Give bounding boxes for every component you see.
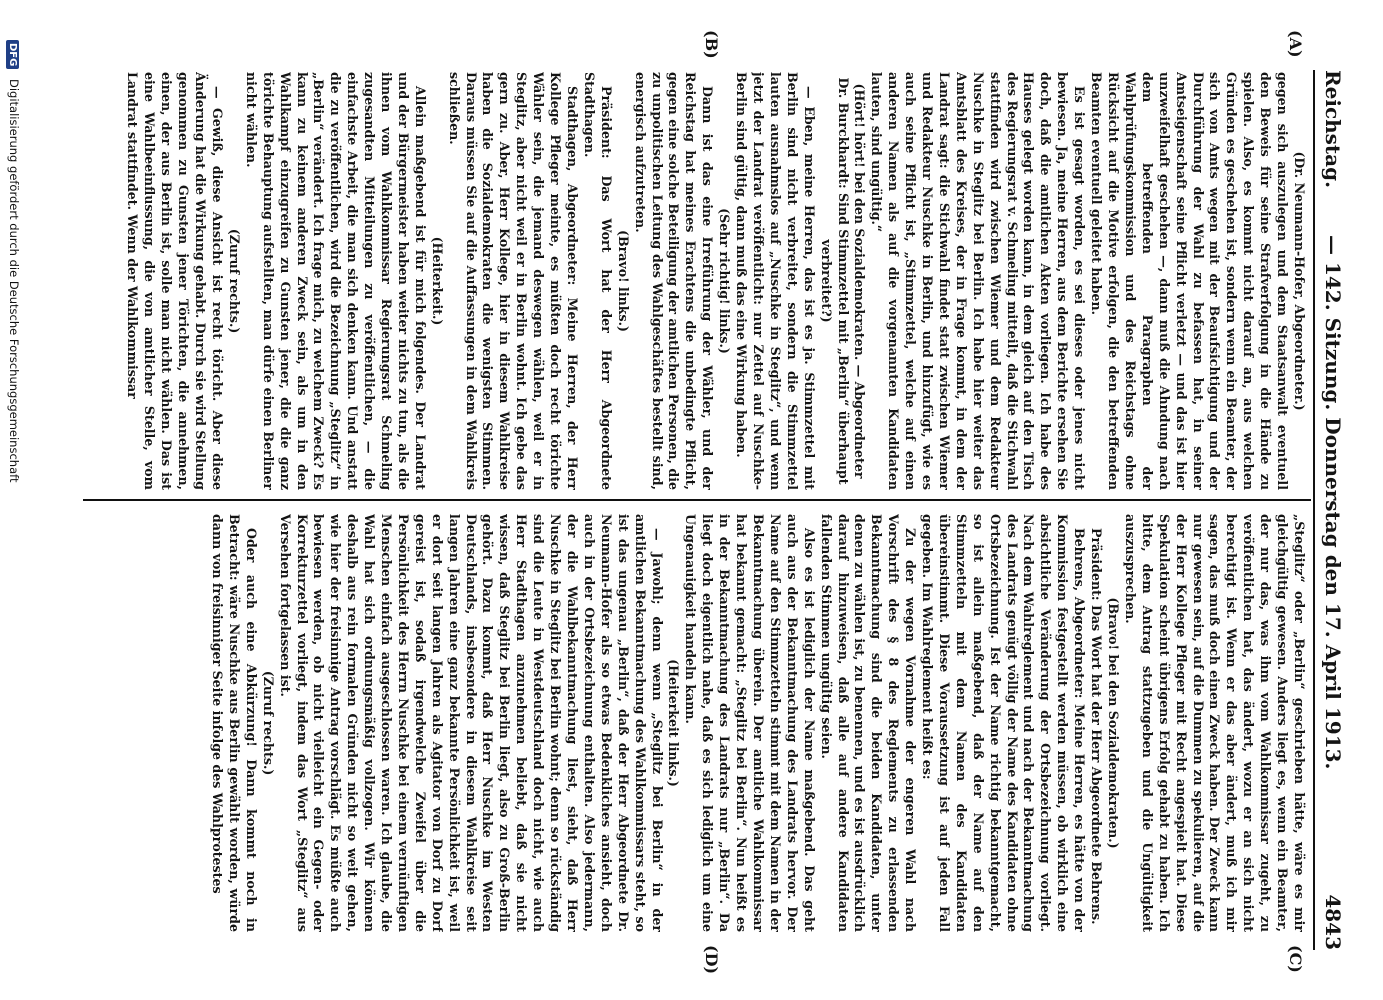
page-number: 4843 xyxy=(1321,894,1345,950)
paragraph: (Zuruf rechts.) xyxy=(226,228,242,334)
footer xyxy=(3,40,21,1000)
paragraph: (Sehr richtig! links.) xyxy=(717,208,733,354)
header-rule xyxy=(1313,70,1315,950)
paragraph: Oder auch eine Abkürzung! Dann kommt noch in Betracht: wäre Nuschke aus Berlin gewählt worden, würde dann von freisinniger Seite infolge des Wahlprotestes xyxy=(210,514,259,932)
header-left: Reichstag. xyxy=(1321,70,1345,189)
left-text-column xyxy=(87,72,1307,490)
paragraph: gegen sich auszulegen und dem Staatsanwalt eventuell den Beweis für seine Strafverfolgung in die Hände zu spielen. Also, es kommt nicht darauf an, aus welchen Gründen es geschehen ist, sondern wenn ein Beamter, der sich von Amts wegen mit der Beaufsichtigung und der Durchführung der Wahl zu befassen hat, in seiner Amtseigenschaft seine Pflicht verletzt — und das ist hier unzweifelhaft geschehen —, dann muß die Ahndung nach dem betreffenden Paragraphen der Wahlprüfungskommission und des Reichstags ohne Rücksicht auf die Motive erfolgen, die den betreffenden Beamten eventuell geleitet haben. xyxy=(1089,72,1291,490)
margin-label-c: (C) xyxy=(1286,945,1305,973)
paragraph: Also es ist lediglich der Name maßgebend. Das geht auch aus der Bekanntmachung des Landrats hervor. Der Name auf den Stimmzetteln stimmt mit dem Namen in der Bekanntmachung überein. Der amtliche Wahlkommissar hat bekannt gemacht: „Steglitz bei Berlin“. Nun heißt es in der Bekanntmachung des Landrats nur „Berlin“. Da liegt doch eigentlich nahe, daß es sich lediglich um eine Ungenauigkeit handeln kann. xyxy=(683,514,817,932)
margin-label-a: (A) xyxy=(1286,30,1305,58)
paragraph: (Bravo! links.) xyxy=(615,230,631,332)
paragraph: — Eben, meine Herren, das ist es ja. Stimmzettel mit Berlin sind nicht verbreitet, sondern die Stimmzettel lauten ausnahmslos auf „Nuschke in Steglitz“, und wenn jetzt der Landrat veröffentlicht: nur Zettel auf Nuschke-Berlin sind gültig, dann muß das eine Wirkung haben. xyxy=(734,72,817,490)
page-header xyxy=(1315,70,1345,950)
header-center: — 142. Sitzung. Donnerstag den 17. April 1913. xyxy=(1321,235,1345,770)
right-text-column xyxy=(87,514,1307,932)
paragraph: — Jawohl; denn wenn „Steglitz bei Berlin“ in der amtlichen Bekanntmachung des Wahlkommissars steht, so ist das ungenau „Berlin“, daß der Herr Abgeordnete Dr. Neumann-Hofer als so etwas Bedenkliches ansieht, doch auch in der Ortsbezeichnung enthalten. Also jedermann, der die Wahlbekanntmachung liest, sieht, daß Herr Nuschke in Steglitz bei Berlin wohnt; denn so rückständig sind die Leute in Westdeutschland doch nicht, wie auch Herr Stadthagen anzunehmen beliebt, daß sie nicht wissen, daß Steglitz bei Berlin liegt, also zu Groß-Berlin gehört. Dazu kommt, daß Herr Nuschke im Westen Deutschlands, insbesondere in diesem Wahlkreise seit langen Jahren eine ganz bekannte Persönlichkeit ist, weil er dort seit langen Jahren als Agitator von Dorf zu Dorf gereist ist, sodaß irgendwelche Zweifel über die Persönlichkeit des Herrn Nuschke bei einem vernünftigen Menschen einfach ausgeschlossen waren. Ich glaube, die Wahl hat sich ordnungsmäßig vollzogen. Wir können deshalb aus rein formalen Gründen nicht so weit gehen, wie hier der freisinnige Antrag vorschlägt. Es müßte auch bewiesen werden, ob nicht vielleicht ein Gegen- oder Korrekturzettel vorliegt, indem das Wort „Steglitz“ aus Versehen fortgelassen ist. xyxy=(277,514,665,932)
paragraph: (Heiterkeit.) xyxy=(429,236,445,326)
paragraph: Präsident: Das Wort hat der Herr Abgeordnete Behrens. xyxy=(1089,528,1105,925)
paragraph: (Bravo! bei den Sozialdemokraten.) xyxy=(1106,597,1122,849)
dfg-logo: DFG xyxy=(6,40,19,69)
column-divider xyxy=(83,499,1311,501)
paragraph: Dann ist das eine Irreführung der Wähler, und der Reichstag hat meines Erachtens die unbedingte Pflicht, gegen eine solche Beteiligung der amtlichen Personen, die zu unpolitischen Leitung des Wahlgeschäftes bestellt sind, energisch aufzutreten. xyxy=(632,72,716,490)
paragraph: Es ist gesagt worden, es sei dieses oder jenes nicht bewiesen. Ja, meine Herren, aus dem Berichte ersehen Sie doch, daß die amtlichen Akten vorliegen. Ich habe des Hauses gelegt worden kann, in dem gleich auf den Tisch des Regierungsrat v. Schmeling mitteilt, daß die Stichwahl stattfinden wird zwischen Wiemer und dem Redakteur Nuschke in Steglitz bei Berlin. Ich habe hier weiter das Amtsblatt des Kreises, der in Frage kommt, in dem der Landrat sagt: die Stichwahl findet statt zwischen Wiemer und Redakteur Nuschke in Berlin, und hinzufügt, wie es auch seine Pflicht ist, „Stimmzettel, welche auf einen anderen Namen als auf die vorgenannten Kandidaten lauten, sind ungültig.“ xyxy=(869,72,1088,490)
paragraph: (Heiterkeit links.) xyxy=(666,659,682,787)
margin-label-d: (D) xyxy=(702,945,721,975)
paragraph: (Hört! hört! bei den Sozialdemokraten. — Abgeordneter Dr. Burckhardt: Sind Stimmzettel mit „Berlin“ überhaupt verbreitet?) xyxy=(818,77,868,485)
paragraph: — Gewiß, diese Ansicht ist recht töricht. Aber diese Änderung hat die Wirkung gehabt. Durch sie wird Stellung genommen zu Gunsten jener Törichten, die annehmen, einen, der aus Berlin ist, solle man nicht wählen. Das ist eine Wahlbeeinflussung, die von amtlicher Stelle, vom Landrat stattfindet. Wenn der Wahlkommissar xyxy=(125,72,225,490)
paragraph: (Dr. Neumann-Hofer, Abgeordneter.) xyxy=(1292,151,1307,411)
paragraph: Zu der wegen Vornahme der engeren Wahl nach Vorschrift des § 8 des Reglements zu erlassenden Bekanntmachung sind die beiden Kandidaten, unter denen zu wählen ist, zu benennen, und es ist ausdrücklich darauf hinzuweisen, daß alle auf andere Kandidaten fallenden Stimmen ungültig seien. xyxy=(818,514,919,932)
paragraph: (Zuruf rechts.) xyxy=(260,670,276,776)
paragraph: Behrens, Abgeordneter: Meine Herren, es hätte von der Kommission festgestellt werden müssen, ob wirklich eine absichtliche Veränderung der Ortsbezeichnung vorliegt. Nach dem Wahlreglement und nach der Bekanntmachung des Landrats genügt völlig der Name des Kandidaten ohne Ortsbezeichnung. Ist der Name richtig bekanntgemacht, so ist allein maßgebend, daß der Name auf den Stimmzetteln mit dem Namen des Kandidaten übereinstimmt. Diese Voraussetzung ist auf jeden Fall gegeben. Im Wahlreglement heißt es: xyxy=(920,514,1088,932)
footer-text: Digitalisierung gefördert durch die Deutsche Forschungsgemeinschaft xyxy=(7,79,21,483)
margin-label-b: (B) xyxy=(702,30,721,59)
paragraph: Stadthagen, Abgeordneter: Meine Herren, der Herr Kollege Pfleger meinte, es müßten doch recht törichte Wähler sein, die jemand deswegen wählen, weil er in Steglitz, aber nicht weil er in Berlin wohnt. Ich gebe das gern zu. Aber, Herr Kollege, hier in diesem Wahlkreise haben die Sozialdemokraten die wenigsten Stimmen. Daraus müssen Sie auf die Auffassungen in dem Wahlkreis schließen. xyxy=(446,72,581,490)
paragraph: Allein maßgebend ist für mich folgendes. Der Landrat und der Bürgermeister haben weiter nichts zu tun, als die ihnen vom Wahlkommissar Regierungsrat Schmeling zugesandten Mitteilungen zu veröffentlichen, — die einfachste Arbeit, die man sich denken kann. Und anstatt die zu veröffentlichen, wird die Bezeichnung „Steglitz“ in „Berlin“ verändert. Ich frage mich, zu welchem Zweck? Es kann zu keinem anderen Zweck sein, als um in den Wahlkampf einzugreifen zu Gunsten jener, die die ganz törichte Behauptung aufstellten, man dürfe einen Berliner nicht wählen. xyxy=(243,72,428,490)
paragraph: „Steglitz“ oder „Berlin“ geschrieben hätte, wäre es mir gleichgültig gewesen. Anders liegt es, wenn ein Beamter, der nur das, was ihm vom Wahlkommissar zugeht, zu veröffentlichen hat, das ändert, wozu er an sich nicht berechtigt ist. Wenn er das aber ändert, muß ich mir sagen, das muß doch einen Zweck haben. Der Zweck kann nur gewesen sein, auf die Dummen zu spekulieren, auf die der Herr Kollege Pfleger mit Recht angespielt hat. Diese Spekulation scheint übrigens Erfolg gehabt zu haben. Ich bitte, dem Antrag stattzugeben und die Ungültigkeit auszusprechen. xyxy=(1122,514,1307,932)
paragraph: Präsident: Das Wort hat der Herr Abgeordnete Stadthagen. xyxy=(581,72,614,490)
